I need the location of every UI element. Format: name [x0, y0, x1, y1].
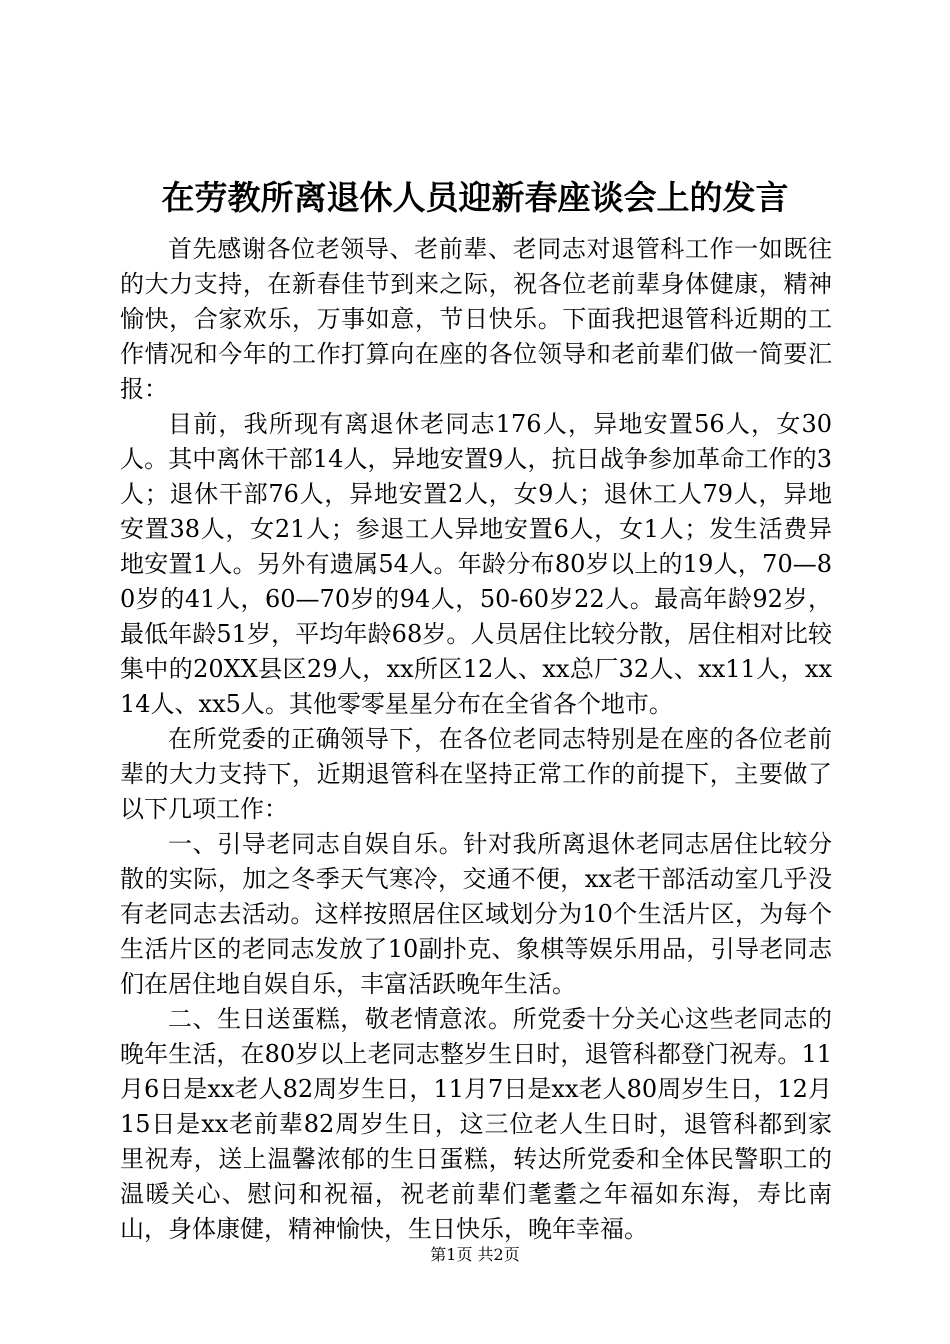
paragraph-statistics: 目前，我所现有离退休老同志176人，异地安置56人，女30人。其中离休干部14人，异地安置9人，抗日战争参加革命工作的3人；退休干部76人，异地安置2人，女9人；退休工人79人，异地安置38人，女21人；参退工人异地安置6人，女1人；发生活费异地安置1人。另外有遗属54人。年龄分布80岁以上的19人，70—80岁的41人，60—70岁的94人，50-60岁22人。最高年龄92岁，最低年龄51岁，平均年龄68岁。人员居住比较分散，居住相对比较集中的20XX县区29人，xx所区12人、xx总厂32人、xx11人，xx14人、xx5人。其他零零星星分布在全省各个地市。	[120, 410, 832, 718]
document-title: 在劳教所离退休人员迎新春座谈会上的发言	[161, 178, 789, 217]
paragraph-item-two: 二、生日送蛋糕，敬老情意浓。所党委十分关心这些老同志的晚年生活，在80岁以上老同志整岁生日时，退管科都登门祝寿。11月6日是xx老人82周岁生日，11月7日是xx老人80周岁生日，12月15日是xx老前辈82周岁生日，这三位老人生日时，退管科都到家里祝寿，送上温馨浓郁的生日蛋糕，转达所党委和全体民警职工的温暖关心、慰问和祝福，祝老前辈们耄耋之年福如东海，寿比南山，身体康健，精神愉快，生日快乐，晚年幸福。	[120, 1005, 832, 1243]
page-number-footer: 第1页 共2页	[430, 1245, 520, 1264]
paragraph-intro: 首先感谢各位老领导、老前辈、老同志对退管科工作一如既往的大力支持，在新春佳节到来之际，祝各位老前辈身体健康，精神愉快，合家欢乐，万事如意，节日快乐。下面我把退管科近期的工作情况和今年的工作打算向在座的各位领导和老前辈们做一简要汇报：	[120, 235, 832, 403]
paragraph-work-overview: 在所党委的正确领导下，在各位老同志特别是在座的各位老前辈的大力支持下，近期退管科在坚持正常工作的前提下，主要做了以下几项工作：	[120, 725, 832, 823]
paragraph-item-one: 一、引导老同志自娱自乐。针对我所离退休老同志居住比较分散的实际，加之冬季天气寒冷，交通不便，xx老干部活动室几乎没有老同志去活动。这样按照居住区域划分为10个生活片区，为每个生活片区的老同志发放了10副扑克、象棋等娱乐用品，引导老同志们在居住地自娱自乐，丰富活跃晚年生活。	[120, 830, 832, 998]
document-body	[120, 232, 832, 1247]
